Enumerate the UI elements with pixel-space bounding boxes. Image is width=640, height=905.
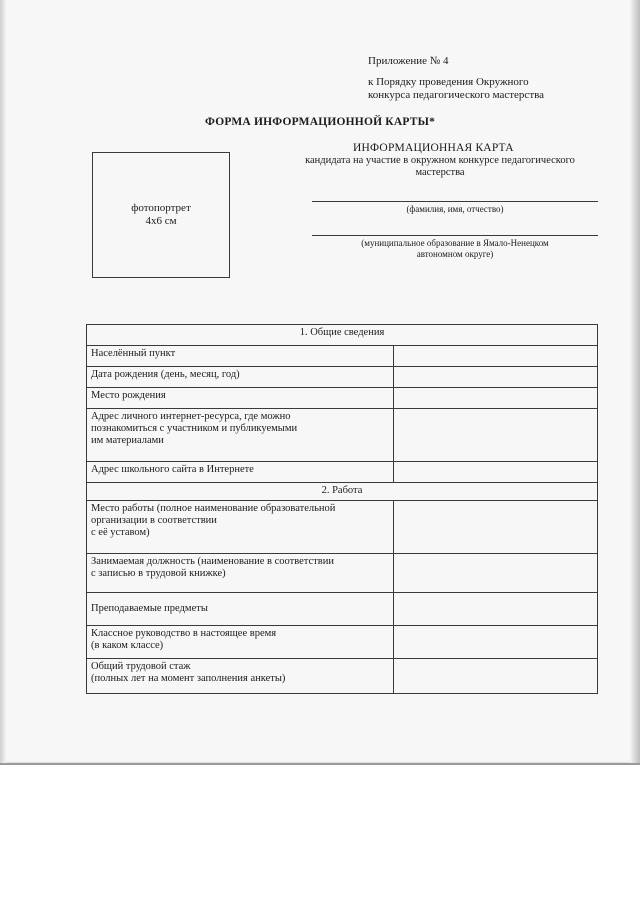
info-table xyxy=(86,324,598,694)
answer-cell[interactable] xyxy=(394,554,598,593)
fio-blank-line[interactable] xyxy=(312,201,598,202)
municipality-blank-line[interactable] xyxy=(312,235,598,236)
row-label xyxy=(87,367,394,388)
table-row xyxy=(87,554,598,593)
row-label xyxy=(87,462,394,483)
table-row xyxy=(87,593,598,626)
row-label-line: с записью в трудовой книжке) xyxy=(91,568,226,579)
municipality-caption-line: автономном округе) xyxy=(416,249,494,259)
row-label-line: познакомиться с участником и публикуемыми xyxy=(91,423,298,434)
section-row xyxy=(87,483,598,501)
photo-size: 4х6 см xyxy=(145,215,177,227)
row-label xyxy=(87,346,394,367)
row-label-line: Общий трудовой стаж xyxy=(91,661,191,672)
card-title: ИНФОРМАЦИОННАЯ КАРТА xyxy=(353,142,514,154)
page-left-edge xyxy=(0,0,6,765)
section-header-general: 1. Общие сведения xyxy=(87,325,598,346)
photo-label: фотопортрет xyxy=(131,202,191,214)
municipality-caption-line: (муниципальное образование в Ямало-Ненецком xyxy=(361,238,549,248)
row-label-line: Адрес личного интернет-ресурса, где можно xyxy=(91,411,291,422)
row-label-line: Место работы (полное наименование образовательной xyxy=(91,503,336,514)
row-label-line: Адрес школьного сайта в Интернете xyxy=(91,464,254,475)
row-label-line: Населённый пункт xyxy=(91,348,176,359)
table-row xyxy=(87,367,598,388)
answer-cell[interactable] xyxy=(394,593,598,626)
row-label xyxy=(87,501,394,554)
appendix-order-line: к Порядку проведения Окружного xyxy=(368,76,529,88)
row-label-line: Занимаемая должность (наименование в соответствии xyxy=(91,556,334,567)
answer-cell[interactable] xyxy=(394,659,598,694)
section-row xyxy=(87,325,598,346)
table-row xyxy=(87,409,598,462)
answer-cell[interactable] xyxy=(394,409,598,462)
row-label xyxy=(87,388,394,409)
row-label-line: Классное руководство в настоящее время xyxy=(91,628,277,639)
section-header-work: 2. Работа xyxy=(87,483,598,501)
page-bottom-edge xyxy=(0,763,640,765)
row-label xyxy=(87,593,394,626)
row-label-line: Дата рождения (день, месяц, год) xyxy=(91,369,240,380)
answer-cell[interactable] xyxy=(394,462,598,483)
answer-cell[interactable] xyxy=(394,367,598,388)
row-label-line: Место рождения xyxy=(91,390,166,401)
table-row xyxy=(87,388,598,409)
appendix-number: Приложение № 4 xyxy=(368,55,449,67)
table-row xyxy=(87,501,598,554)
row-label-line: (в каком классе) xyxy=(91,640,164,651)
row-label xyxy=(87,554,394,593)
form-title: ФОРМА ИНФОРМАЦИОННОЙ КАРТЫ* xyxy=(205,116,436,128)
fio-caption: (фамилия, имя, отчество) xyxy=(406,204,504,214)
row-label-line: им материалами xyxy=(91,435,164,446)
row-label-line: организации в соответствии xyxy=(91,515,217,526)
row-label-line: (полных лет на момент заполнения анкеты) xyxy=(91,673,286,684)
card-subtitle-line: кандидата на участие в окружном конкурсе педагогического xyxy=(305,155,575,166)
table-row xyxy=(87,346,598,367)
card-subtitle-line: мастерства xyxy=(415,167,465,178)
row-label xyxy=(87,659,394,694)
row-label-line: Преподаваемые предметы xyxy=(91,603,208,614)
photo-placeholder xyxy=(92,152,230,278)
table-row xyxy=(87,626,598,659)
answer-cell[interactable] xyxy=(394,346,598,367)
answer-cell[interactable] xyxy=(394,501,598,554)
table-row xyxy=(87,659,598,694)
row-label xyxy=(87,626,394,659)
answer-cell[interactable] xyxy=(394,388,598,409)
card-subtitle xyxy=(280,155,600,179)
appendix-order-line: конкурса педагогического мастерства xyxy=(368,89,545,101)
row-label-line: с её уставом) xyxy=(91,527,150,538)
table-row xyxy=(87,462,598,483)
row-label xyxy=(87,409,394,462)
municipality-caption xyxy=(312,238,598,260)
answer-cell[interactable] xyxy=(394,626,598,659)
page-right-edge xyxy=(630,0,640,765)
appendix-order-reference xyxy=(368,76,544,102)
